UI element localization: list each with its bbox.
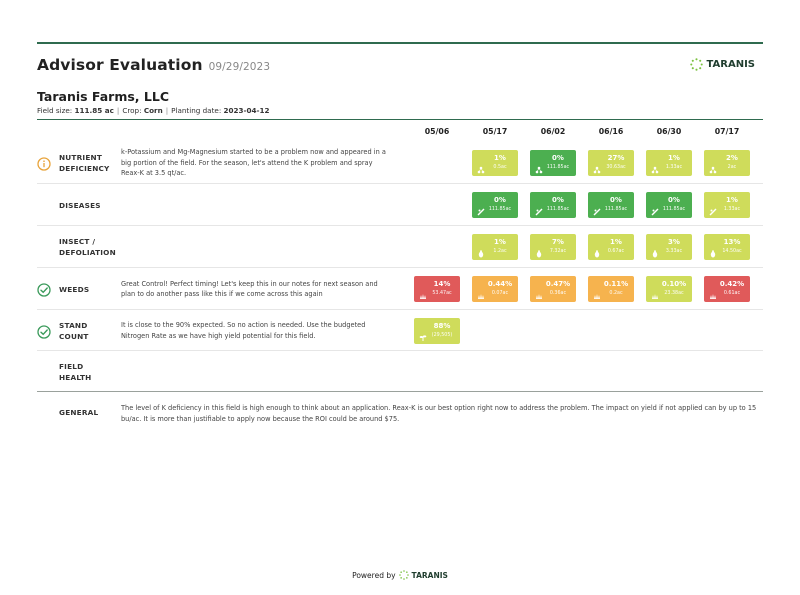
- tile-area: 14.50ac: [722, 249, 742, 254]
- row-label-line: FIELD: [59, 361, 84, 371]
- tile-area: 30.63ac: [606, 165, 626, 170]
- tile-percentage: 0%: [494, 196, 506, 204]
- table-row: [37, 310, 763, 351]
- row-label-line: COUNT: [59, 331, 89, 341]
- tile-percentage: 1%: [494, 238, 506, 246]
- tile-area: 2ac: [727, 165, 737, 170]
- tile-area: 111.85ac: [546, 165, 570, 170]
- tile-area: 0.2ac: [609, 291, 623, 296]
- score-tile[interactable]: [530, 234, 576, 260]
- tile-area: 7.32ac: [549, 249, 567, 254]
- table-row: [37, 351, 763, 392]
- check-circle-icon: [37, 282, 51, 296]
- column-header-06-16: 06/16: [598, 127, 624, 136]
- row-label: [59, 236, 116, 258]
- tile-area: 3.33ac: [665, 249, 683, 254]
- tile-area: 111.85ac: [604, 207, 628, 212]
- info-icon: [37, 156, 51, 170]
- tile-percentage: 1%: [668, 154, 680, 162]
- row-label-line: NUTRIENT: [59, 153, 103, 162]
- tile-area: 111.85ac: [662, 207, 686, 212]
- tile-percentage: 3%: [668, 238, 680, 246]
- column-header-06-02: 06/02: [540, 127, 566, 136]
- score-tile[interactable]: [588, 192, 634, 218]
- tile-percentage: 7%: [552, 238, 564, 246]
- score-tile[interactable]: [530, 276, 576, 302]
- tile-area: (29,505): [431, 332, 453, 338]
- tile-percentage: 27%: [607, 154, 625, 162]
- table-divider: [37, 119, 763, 120]
- crop-label: Crop:: [122, 106, 142, 115]
- planting-date-value: 2023-04-12: [223, 106, 270, 115]
- column-header-05-06: 05/06: [424, 127, 450, 136]
- row-label-line: INSECT /: [59, 237, 96, 246]
- column-header-07-17: 07/17: [714, 127, 740, 136]
- table-row: [37, 142, 763, 184]
- general-note: The level of K deficiency in this field is high enough to think about an application. Reax-K is our best option right now to address the problem. The impact on yield if not applied can by up to 15 bu/ac. It is more than justifiable to apply now because the ROI could be around $75.: [121, 404, 757, 423]
- tile-percentage: 0.47%: [545, 280, 571, 288]
- score-tile[interactable]: [646, 192, 692, 218]
- table-row: [37, 184, 763, 226]
- taranis-logo-icon: [399, 570, 409, 580]
- tile-area: 23.38ac: [664, 291, 684, 296]
- tile-percentage: 0%: [552, 154, 564, 162]
- score-tile[interactable]: [472, 150, 518, 176]
- tile-percentage: 1%: [494, 154, 506, 162]
- tile-area: 0.36ac: [549, 291, 567, 296]
- general-label: GENERAL: [59, 408, 99, 417]
- tile-percentage: 0.42%: [719, 280, 745, 288]
- score-tile[interactable]: [588, 150, 634, 176]
- top-divider: [37, 42, 763, 44]
- score-tile[interactable]: [704, 150, 750, 176]
- footer: [0, 570, 800, 580]
- tile-area: 111.85ac: [546, 207, 570, 212]
- planting-date-label: Planting date:: [171, 106, 222, 115]
- tile-percentage: 13%: [723, 238, 741, 246]
- tile-area: 1.33ac: [723, 207, 741, 212]
- tile-area: 0.07ac: [491, 291, 509, 296]
- row-label: [59, 284, 89, 295]
- brand-logo: [690, 58, 755, 71]
- farm-name: Taranis Farms, LLC: [37, 89, 170, 104]
- tile-percentage: 0%: [610, 196, 622, 204]
- tile-area: 0.5ac: [493, 165, 507, 170]
- page-title: [37, 56, 270, 74]
- report-header: [37, 56, 763, 76]
- tile-percentage: 1%: [610, 238, 622, 246]
- column-header-05-17: 05/17: [482, 127, 508, 136]
- tile-percentage: 0%: [552, 196, 564, 204]
- tile-area: 0.67ac: [607, 249, 625, 254]
- score-tile[interactable]: [646, 234, 692, 260]
- tile-area: 1.33ac: [665, 165, 683, 170]
- row-note: Great Control! Perfect timing! Let's keep this in our notes for next season and plan to do another pass like this if we come across this again: [121, 279, 378, 298]
- crop-value: Corn: [143, 106, 163, 115]
- score-tile[interactable]: [414, 318, 460, 344]
- row-label: [59, 320, 89, 342]
- tile-percentage: 0.11%: [603, 280, 629, 288]
- score-tile[interactable]: [588, 234, 634, 260]
- score-tile[interactable]: [704, 276, 750, 302]
- score-tile[interactable]: [704, 234, 750, 260]
- row-label-line: DEFOLIATION: [59, 248, 116, 257]
- table-row: [37, 226, 763, 268]
- row-label: [59, 361, 91, 383]
- score-tile[interactable]: [530, 150, 576, 176]
- check-circle-icon: [37, 324, 51, 338]
- tile-area: 111.85ac: [488, 207, 512, 212]
- tile-percentage: 88%: [433, 321, 451, 330]
- row-note: It is close to the 90% expected. So no action is needed. Use the budgeted Nitrogen Rate as we have high yield potential for this field.: [121, 321, 366, 340]
- field-size-value: 111.85 ac: [74, 106, 114, 115]
- score-tile[interactable]: [414, 276, 460, 302]
- score-tile[interactable]: [646, 276, 692, 302]
- row-label-line: DEFICIENCY: [59, 164, 110, 173]
- field-meta: Field size: 111.85 ac | Crop: Corn | Planting date: 2023-04-12: [37, 106, 270, 115]
- score-tile[interactable]: [472, 276, 518, 302]
- row-label-line: WEEDS: [59, 284, 90, 294]
- score-tile[interactable]: [472, 192, 518, 218]
- row-label-line: DISEASES: [59, 200, 101, 210]
- tile-percentage: 1%: [726, 196, 738, 204]
- brand-name: TARANIS: [706, 59, 755, 70]
- column-header-06-30: 06/30: [656, 127, 682, 136]
- tile-percentage: 0.10%: [661, 280, 687, 288]
- tile-percentage: 0%: [668, 196, 680, 204]
- tile-percentage: 2%: [726, 154, 738, 162]
- row-note: k-Potassium and Mg-Magnesium started to be a problem now and appeared in a big portion of the field. For the season, let's attend the K problem and spray Reax-K at 3.5 qt/ac.: [121, 148, 386, 178]
- field-size-label: Field size:: [37, 106, 73, 115]
- row-label-line: HEALTH: [59, 372, 92, 382]
- powered-by-text: Powered by: [352, 570, 396, 580]
- footer-brand: TARANIS: [411, 570, 448, 580]
- tile-area: 0.61ac: [723, 291, 741, 296]
- row-label-line: STAND: [59, 320, 88, 330]
- row-label: [59, 152, 110, 174]
- score-tile[interactable]: [646, 150, 692, 176]
- tile-percentage: 14%: [433, 280, 451, 288]
- taranis-logo-icon: [690, 58, 703, 71]
- report-date: 09/29/2023: [208, 61, 271, 73]
- title-text: Advisor Evaluation: [37, 56, 203, 74]
- table-row: [37, 268, 763, 310]
- row-label: [59, 200, 101, 211]
- score-tile[interactable]: [530, 192, 576, 218]
- score-tile[interactable]: [472, 234, 518, 260]
- score-tile[interactable]: [588, 276, 634, 302]
- score-tile[interactable]: [704, 192, 750, 218]
- tile-area: 53.47ac: [432, 291, 452, 296]
- tile-area: 1.2ac: [493, 249, 507, 254]
- tile-percentage: 0.44%: [487, 280, 513, 288]
